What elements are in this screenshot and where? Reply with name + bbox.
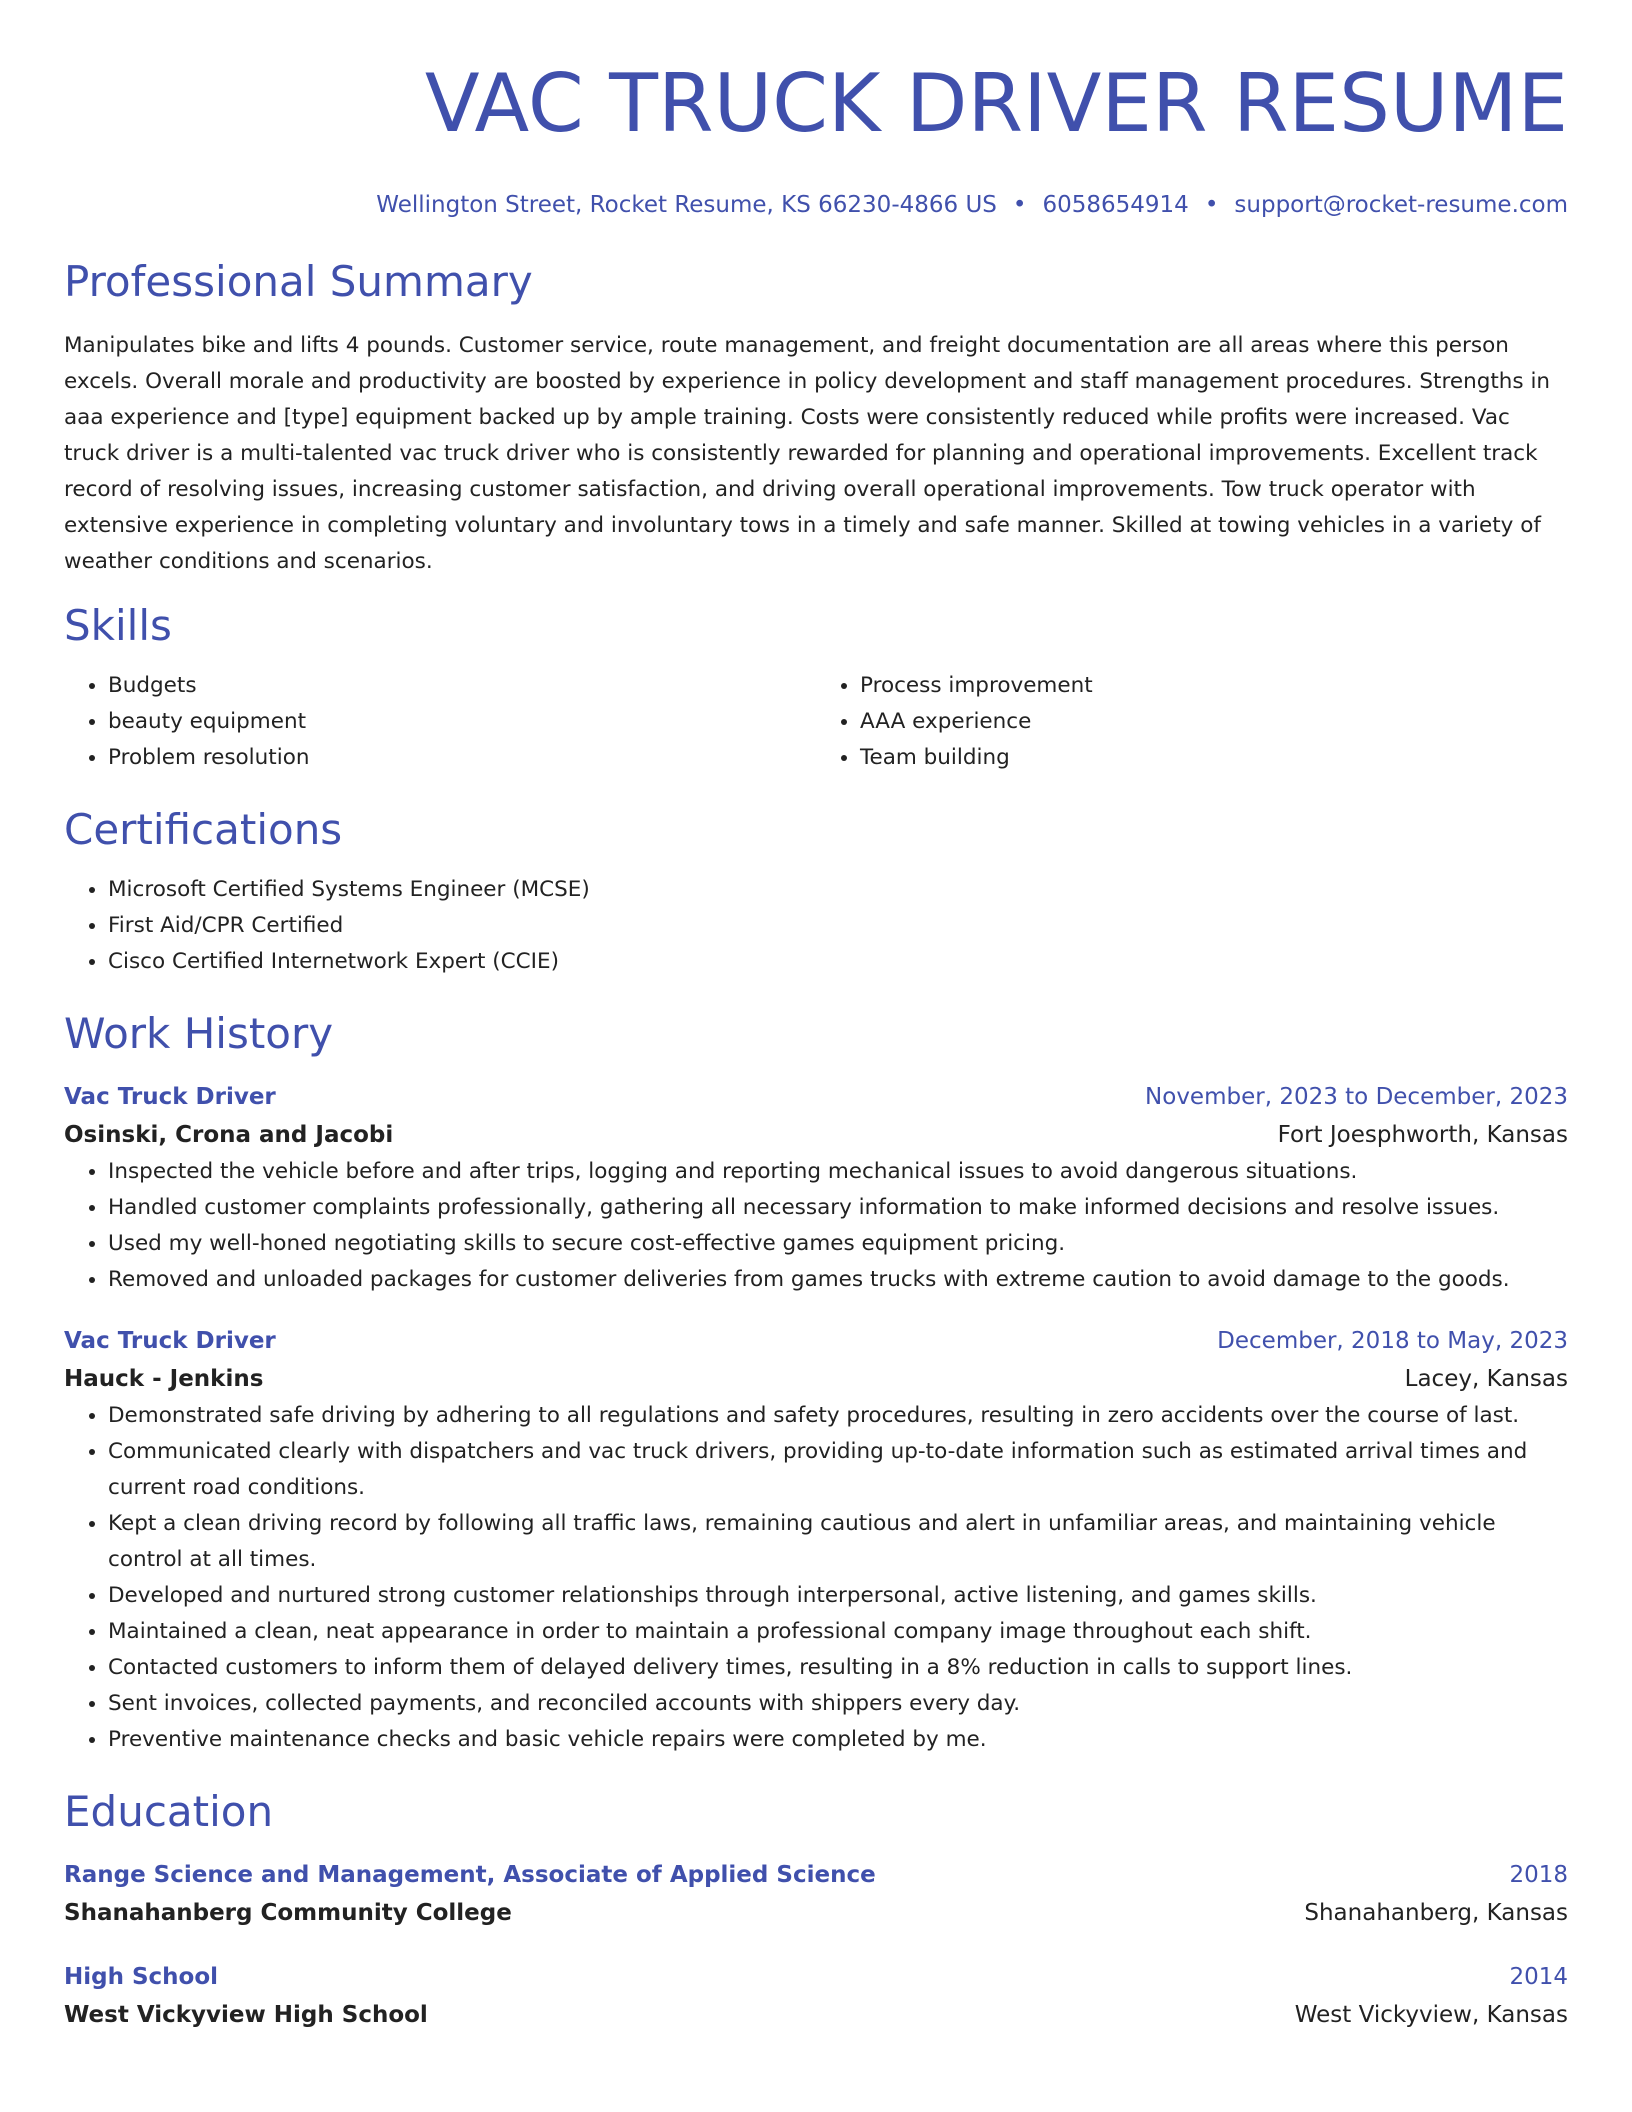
contact-separator: •: [1204, 192, 1219, 218]
job-entry: [64, 1078, 1568, 1298]
education-entry: [64, 1856, 1568, 1932]
certifications-list: [64, 872, 1568, 980]
education-entry: [64, 1958, 1568, 2034]
job-title: Vac Truck Driver: [64, 1084, 276, 1110]
certifications-heading: Certifications: [64, 805, 343, 854]
education-location: West Vickyview, Kansas: [1294, 2002, 1568, 2028]
job-company: Osinski, Crona and Jacobi: [64, 1122, 394, 1148]
education-subhead: [64, 1894, 1568, 1932]
skill-item: • Problem resolution: [108, 740, 816, 776]
skill-item: • Team building: [860, 740, 1568, 776]
summary-heading: Professional Summary: [64, 257, 533, 306]
education-degree: High School: [64, 1964, 219, 1990]
job-subhead: [64, 1360, 1568, 1398]
job-bullet: • Sent invoices, collected payments, and reconciled accounts with shippers every day.: [108, 1686, 1568, 1722]
work-heading: Work History: [64, 1009, 334, 1058]
education-heading: Education: [64, 1787, 274, 1836]
job-dates: December, 2018 to May, 2023: [1217, 1328, 1568, 1354]
job-bullets: [64, 1398, 1568, 1758]
job-bullet: • Removed and unloaded packages for customer deliveries from games trucks with extreme caution to avoid damage to the goods.: [108, 1262, 1568, 1298]
certification-item: • First Aid/CPR Certified: [108, 908, 1568, 944]
education-degree: Range Science and Management, Associate of Applied Science: [64, 1862, 876, 1888]
job-bullet: • Handled customer complaints professionally, gathering all necessary information to make informed decisions and resolve issues.: [108, 1190, 1568, 1226]
job-location: Lacey, Kansas: [1404, 1366, 1568, 1392]
skills-list-left: [64, 668, 816, 776]
contact-phone: 6058654914: [1042, 192, 1189, 218]
contact-separator: •: [1012, 192, 1027, 218]
skills-grid: [64, 668, 1568, 776]
job-bullet: • Kept a clean driving record by following all traffic laws, remaining cautious and alert in unfamiliar areas, and maintaining vehicle control at all times.: [108, 1506, 1568, 1578]
certifications-section: [64, 804, 1568, 980]
summary-section: [64, 256, 1568, 580]
job-bullet: • Demonstrated safe driving by adhering to all regulations and safety procedures, resulting in zero accidents over the course of last.: [108, 1398, 1568, 1434]
job-bullet: • Inspected the vehicle before and after trips, logging and reporting mechanical issues to avoid dangerous situations.: [108, 1154, 1568, 1190]
job-bullet: • Preventive maintenance checks and basic vehicle repairs were completed by me.: [108, 1722, 1568, 1758]
job-entry: [64, 1322, 1568, 1758]
job-subhead: [64, 1116, 1568, 1154]
education-year: 2018: [1509, 1862, 1568, 1888]
job-dates: November, 2023 to December, 2023: [1145, 1084, 1568, 1110]
job-bullet: • Contacted customers to inform them of delayed delivery times, resulting in a 8% reduction in calls to support lines.: [108, 1650, 1568, 1686]
skills-section: [64, 600, 1568, 776]
job-bullets: [64, 1154, 1568, 1298]
contact-email: support@rocket-resume.com: [1234, 192, 1568, 218]
contact-line: [64, 190, 1568, 220]
work-section: [64, 1008, 1568, 1758]
education-subhead: [64, 1996, 1568, 2034]
education-head: [64, 1856, 1568, 1894]
job-bullet: • Used my well-honed negotiating skills to secure cost-effective games equipment pricing.: [108, 1226, 1568, 1262]
resume-title: VAC TRUCK DRIVER RESUME: [424, 57, 1568, 150]
education-year: 2014: [1509, 1964, 1568, 1990]
skills-heading: Skills: [64, 601, 172, 650]
education-school: Shanahanberg Community College: [64, 1900, 512, 1926]
job-head: [64, 1078, 1568, 1116]
skill-item: • Process improvement: [860, 668, 1568, 704]
contact-address: Wellington Street, Rocket Resume, KS 66230-4866 US: [376, 192, 997, 218]
certification-item: • Microsoft Certified Systems Engineer (MCSE): [108, 872, 1568, 908]
skill-item: • AAA experience: [860, 704, 1568, 740]
skills-list-right: [816, 668, 1568, 776]
job-bullet: • Maintained a clean, neat appearance in order to maintain a professional company image throughout each shift.: [108, 1614, 1568, 1650]
education-head: [64, 1958, 1568, 1996]
job-head: [64, 1322, 1568, 1360]
skill-item: • beauty equipment: [108, 704, 816, 740]
summary-text: Manipulates bike and lifts 4 pounds. Customer service, route management, and freight documentation are all areas where this person excels. Overall morale and productivity are boosted by experience in policy development and staff management procedures. Strengths in aaa experience and [type] equipment backed up by ample training. Costs were consistently reduced while profits were increased. Vac truck driver is a multi-talented vac truck driver who is consistently rewarded for planning and operational improvements. Excellent track record of resolving issues, increasing customer satisfaction, and driving overall operational improvements. Tow truck operator with extensive experience in completing voluntary and involuntary tows in a timely and safe manner. Skilled at towing vehicles in a variety of weather conditions and scenarios.: [64, 333, 1551, 574]
skill-item: • Budgets: [108, 668, 816, 704]
education-school: West Vickyview High School: [64, 2002, 428, 2028]
education-location: Shanahanberg, Kansas: [1304, 1900, 1568, 1926]
job-location: Fort Joesphworth, Kansas: [1277, 1122, 1568, 1148]
job-company: Hauck - Jenkins: [64, 1366, 264, 1392]
certification-item: • Cisco Certified Internetwork Expert (CCIE): [108, 944, 1568, 980]
job-bullet: • Developed and nurtured strong customer relationships through interpersonal, active listening, and games skills.: [108, 1578, 1568, 1614]
job-title: Vac Truck Driver: [64, 1328, 276, 1354]
education-section: [64, 1786, 1568, 2034]
job-bullet: • Communicated clearly with dispatchers and vac truck drivers, providing up-to-date information such as estimated arrival times and current road conditions.: [108, 1434, 1568, 1506]
